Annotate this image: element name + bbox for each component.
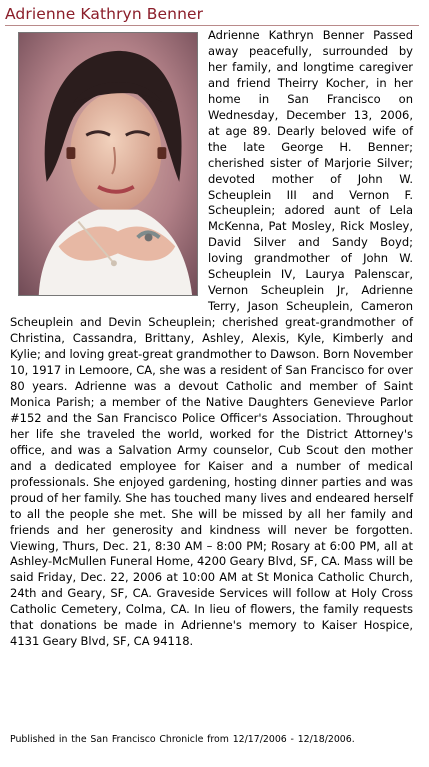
obituary-title: Adrienne Kathryn Benner [5, 5, 204, 23]
portrait-photo-icon [19, 33, 197, 295]
obituary-body-text: Adrienne Kathryn Benner Passed away peacefully, surrounded by her family, and longtime caregiver and friend Theirry Kocher, in her home in San Francisco on Wednesday, December 13, 2006, at age 89. Dearly beloved wife of the late George H. Benner; cherished sister of Marjorie Silver; devoted mother of John W. Scheuplein III and Vernon F. Scheuplein; adored aunt of Lela McKenna, Pat Mosley, Rick Mosley, David Silver and Sandy Boyd; loving grandmother of John W. Scheuplein IV, Laurya Palenscar, Vernon Scheuplein Jr, Adrienne Terry, Jason Scheuplein, Cameron Scheuplein and Devin Scheuplein; cherished great-grandmother of Christina, Cassandra, Brittany, Ashley, Alexis, Kyle, Kimberly and Kylie; and loving great-great grandmother to Dawson. Born November 10, 1917 in Lemoore, CA, she was a resident of San Francisco for over 80 years. Adrienne was a devout Catholic and member of Saint Monica Parish; a member of the Native Daughters Genevieve Parlor #152 and the San Francisco Police Officer's Association. Throughout her life she traveled the world, worked for the District Attorney's office, and was a Salvation Army counselor, Cub Scout den mother and a dedicated employee for Kaiser and a number of medical professionals. She enjoyed gardening, hosting dinner parties and was proud of her family. She has touched many lives and endeared herself to all the people she met. She will be missed by all her family and friends and her generosity and kindness will never be forgotten. Viewing, Thurs, Dec. 21, 8:30 AM – 8:00 PM; Rosary at 6:00 PM, all at Ashley-McMullen Funeral Home, 4200 Geary Blvd, SF, CA. Mass will be said Friday, Dec. 22, 2006 at 10:00 AM at St Monica Catholic Church, 24th and Geary, SF, CA. Graveside Services will follow at Holy Cross Catholic Cemetery, Colma, CA. In lieu of flowers, the family requests that donations be made in Adrienne's memory to Kaiser Hospice, 4131 Geary Blvd, SF, CA 94118. [10, 28, 413, 649]
publication-note: Published in the San Francisco Chronicle from 12/17/2006 - 12/18/2006. [10, 734, 355, 745]
title-divider [5, 25, 419, 26]
portrait-photo [18, 32, 198, 296]
